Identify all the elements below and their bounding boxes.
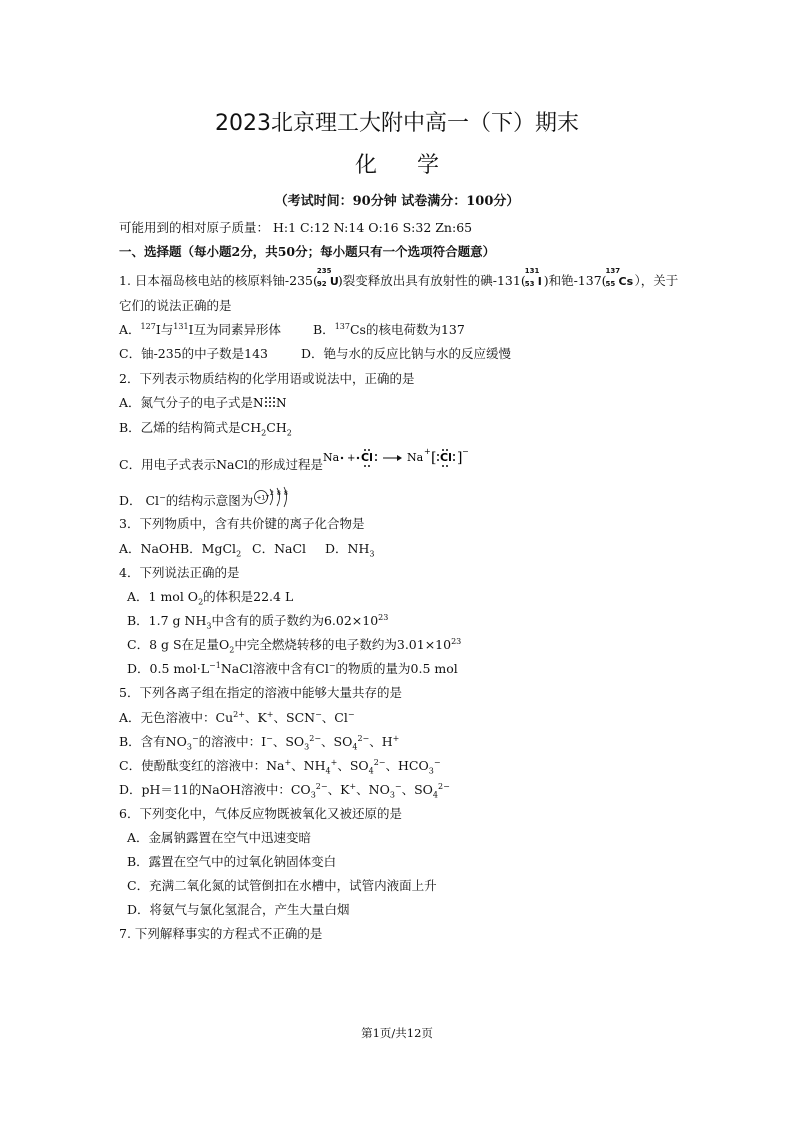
n2-electron-formula	[253, 395, 287, 412]
page-title: 2023北京理工大附中高一（下）期末	[215, 111, 579, 136]
iodine-nuclide: 131 53 I	[524, 267, 542, 288]
question-1-stem-line2: 它们的说法正确的是	[119, 298, 232, 313]
question-6-option-d: D．将氨气与氯化氢混合，产生大量白烟	[127, 902, 350, 917]
question-7-stem: 7. 下列解释事实的方程式不正确的是	[119, 926, 323, 941]
question-5-option-a: A．无色溶液中：$Cu^{2+}$、K+、SCN−、Cl−	[119, 709, 355, 725]
question-1-stem: 1. 日本福岛核电站的核原料铀-235( 235 92 U)裂变释放出具有放射性的碘-131( 131 53 I )和铯-137( 137 55 Cs），关于	[119, 267, 679, 288]
question-4-option-c: C．8 g S在足量$O_2$中完全燃烧转移的电子数约为$3.01\times 10^{23}$	[127, 636, 462, 655]
question-6-option-c: C．充满二氧化氮的试管倒扣在水槽中，试管内液面上升	[127, 878, 437, 893]
question-3-stem: 3．下列物质中，含有共价键的离子化合物是	[119, 516, 365, 531]
svg-text:2: 2	[270, 490, 275, 497]
svg-text:[: [	[431, 450, 437, 466]
question-2-option-a: A．氮气分子的电子式是 N N	[119, 395, 287, 410]
question-5-option-b: B．含有$NO_3^-$的溶液中：I−、$SO_3^{2-}$、$SO_4^{2-}$、H+	[119, 733, 400, 752]
question-4-option-b: B．1.7 g $NH_3$中含有的质子数约为$6.02\times 10^{23}$	[127, 612, 389, 631]
svg-text:Na: Na	[323, 451, 340, 464]
svg-text:+17: +17	[256, 494, 270, 502]
question-3-option-d: D．$NH_3$	[325, 541, 375, 559]
page-footer: 第1页/共12页	[361, 1026, 433, 1040]
question-3-option-a: A．NaOH	[119, 541, 181, 556]
svg-text:8: 8	[277, 490, 282, 497]
svg-text:N: N	[253, 396, 264, 410]
question-3-option-c: C．NaCl	[252, 541, 307, 556]
question-2-option-b: B．乙烯的结构简式是$CH_2CH_2$	[119, 420, 292, 438]
question-5-stem: 5．下列各离子组在指定的溶液中能够大量共存的是	[119, 685, 402, 700]
question-6-stem: 6．下列变化中，气体反应物既被氧化又被还原的是	[119, 806, 402, 821]
subject-title: 化学	[354, 153, 479, 178]
section-heading: 一、选择题（每小题2分，共50分；每小题只有一个选项符合题意）	[119, 244, 496, 259]
question-2-option-c: C．用电子式表示NaCl的形成过程是 Na + Cl Na + [ Cl ] −	[119, 447, 469, 472]
svg-text:+: +	[347, 453, 356, 464]
nacl-formation-diagram	[323, 447, 468, 474]
question-2-option-d: D． Cl−的结构示意图为 +17 2 8 8	[119, 485, 293, 512]
exam-info: （考试时间：90分钟 试卷满分：100分）	[274, 194, 520, 209]
svg-text:Cl: Cl	[361, 451, 373, 464]
question-2-stem: 2．下列表示物质结构的化学用语或说法中，正确的是	[119, 371, 415, 386]
question-3-option-b: B．MgCl$_2$	[180, 541, 242, 559]
question-5-option-c: C．使酚酞变红的溶液中：Na+、$NH_4^+$、$SO_4^{2-}$、$HCO_3^-$	[119, 757, 441, 776]
svg-text:−: −	[462, 447, 469, 456]
svg-text:N: N	[276, 396, 287, 410]
svg-text:Na: Na	[407, 451, 424, 464]
question-1-option-a: A．$^{127}$I与$^{131}$I互为同素异形体	[119, 321, 281, 337]
cesium-nuclide: 137 55 Cs	[605, 267, 634, 288]
question-5-option-d: D．pH＝11的NaOH溶液中：$CO_3^{2-}$、K+、$NO_3^-$、$SO_4^{2-}$	[119, 781, 450, 800]
question-4-option-d: D．0.5 $mol\cdot L^{-1}NaCl$溶液中含有Cl−的物质的量为0.5 mol	[127, 660, 458, 676]
question-1-option-d: D．铯与水的反应比钠与水的反应缓慢	[301, 346, 512, 361]
svg-text:]: ]	[457, 450, 463, 466]
svg-text:8: 8	[284, 490, 289, 497]
question-6-option-b: B．露置在空气中的过氧化钠固体变白	[127, 854, 337, 869]
question-4-stem: 4．下列说法正确的是	[119, 565, 240, 580]
question-1-option-b: B．$^{137}$Cs的核电荷数为137	[313, 321, 465, 337]
svg-text:+: +	[424, 447, 431, 456]
uranium-nuclide: 235 92 U	[316, 267, 339, 288]
question-6-option-a: A．金属钠露置在空气中迅速变暗	[127, 830, 312, 845]
atomic-masses: 可能用到的相对原子质量： H:1 C:12 N:14 O:16 S:32 Zn:65	[119, 220, 473, 235]
svg-text:Cl: Cl	[440, 451, 452, 464]
question-4-option-a: A．1 mol $O_2$的体积是22.4 L	[127, 589, 294, 607]
question-1-option-c: C．铀-235的中子数是143	[119, 346, 269, 361]
cl-ion-structure-diagram	[253, 485, 293, 512]
